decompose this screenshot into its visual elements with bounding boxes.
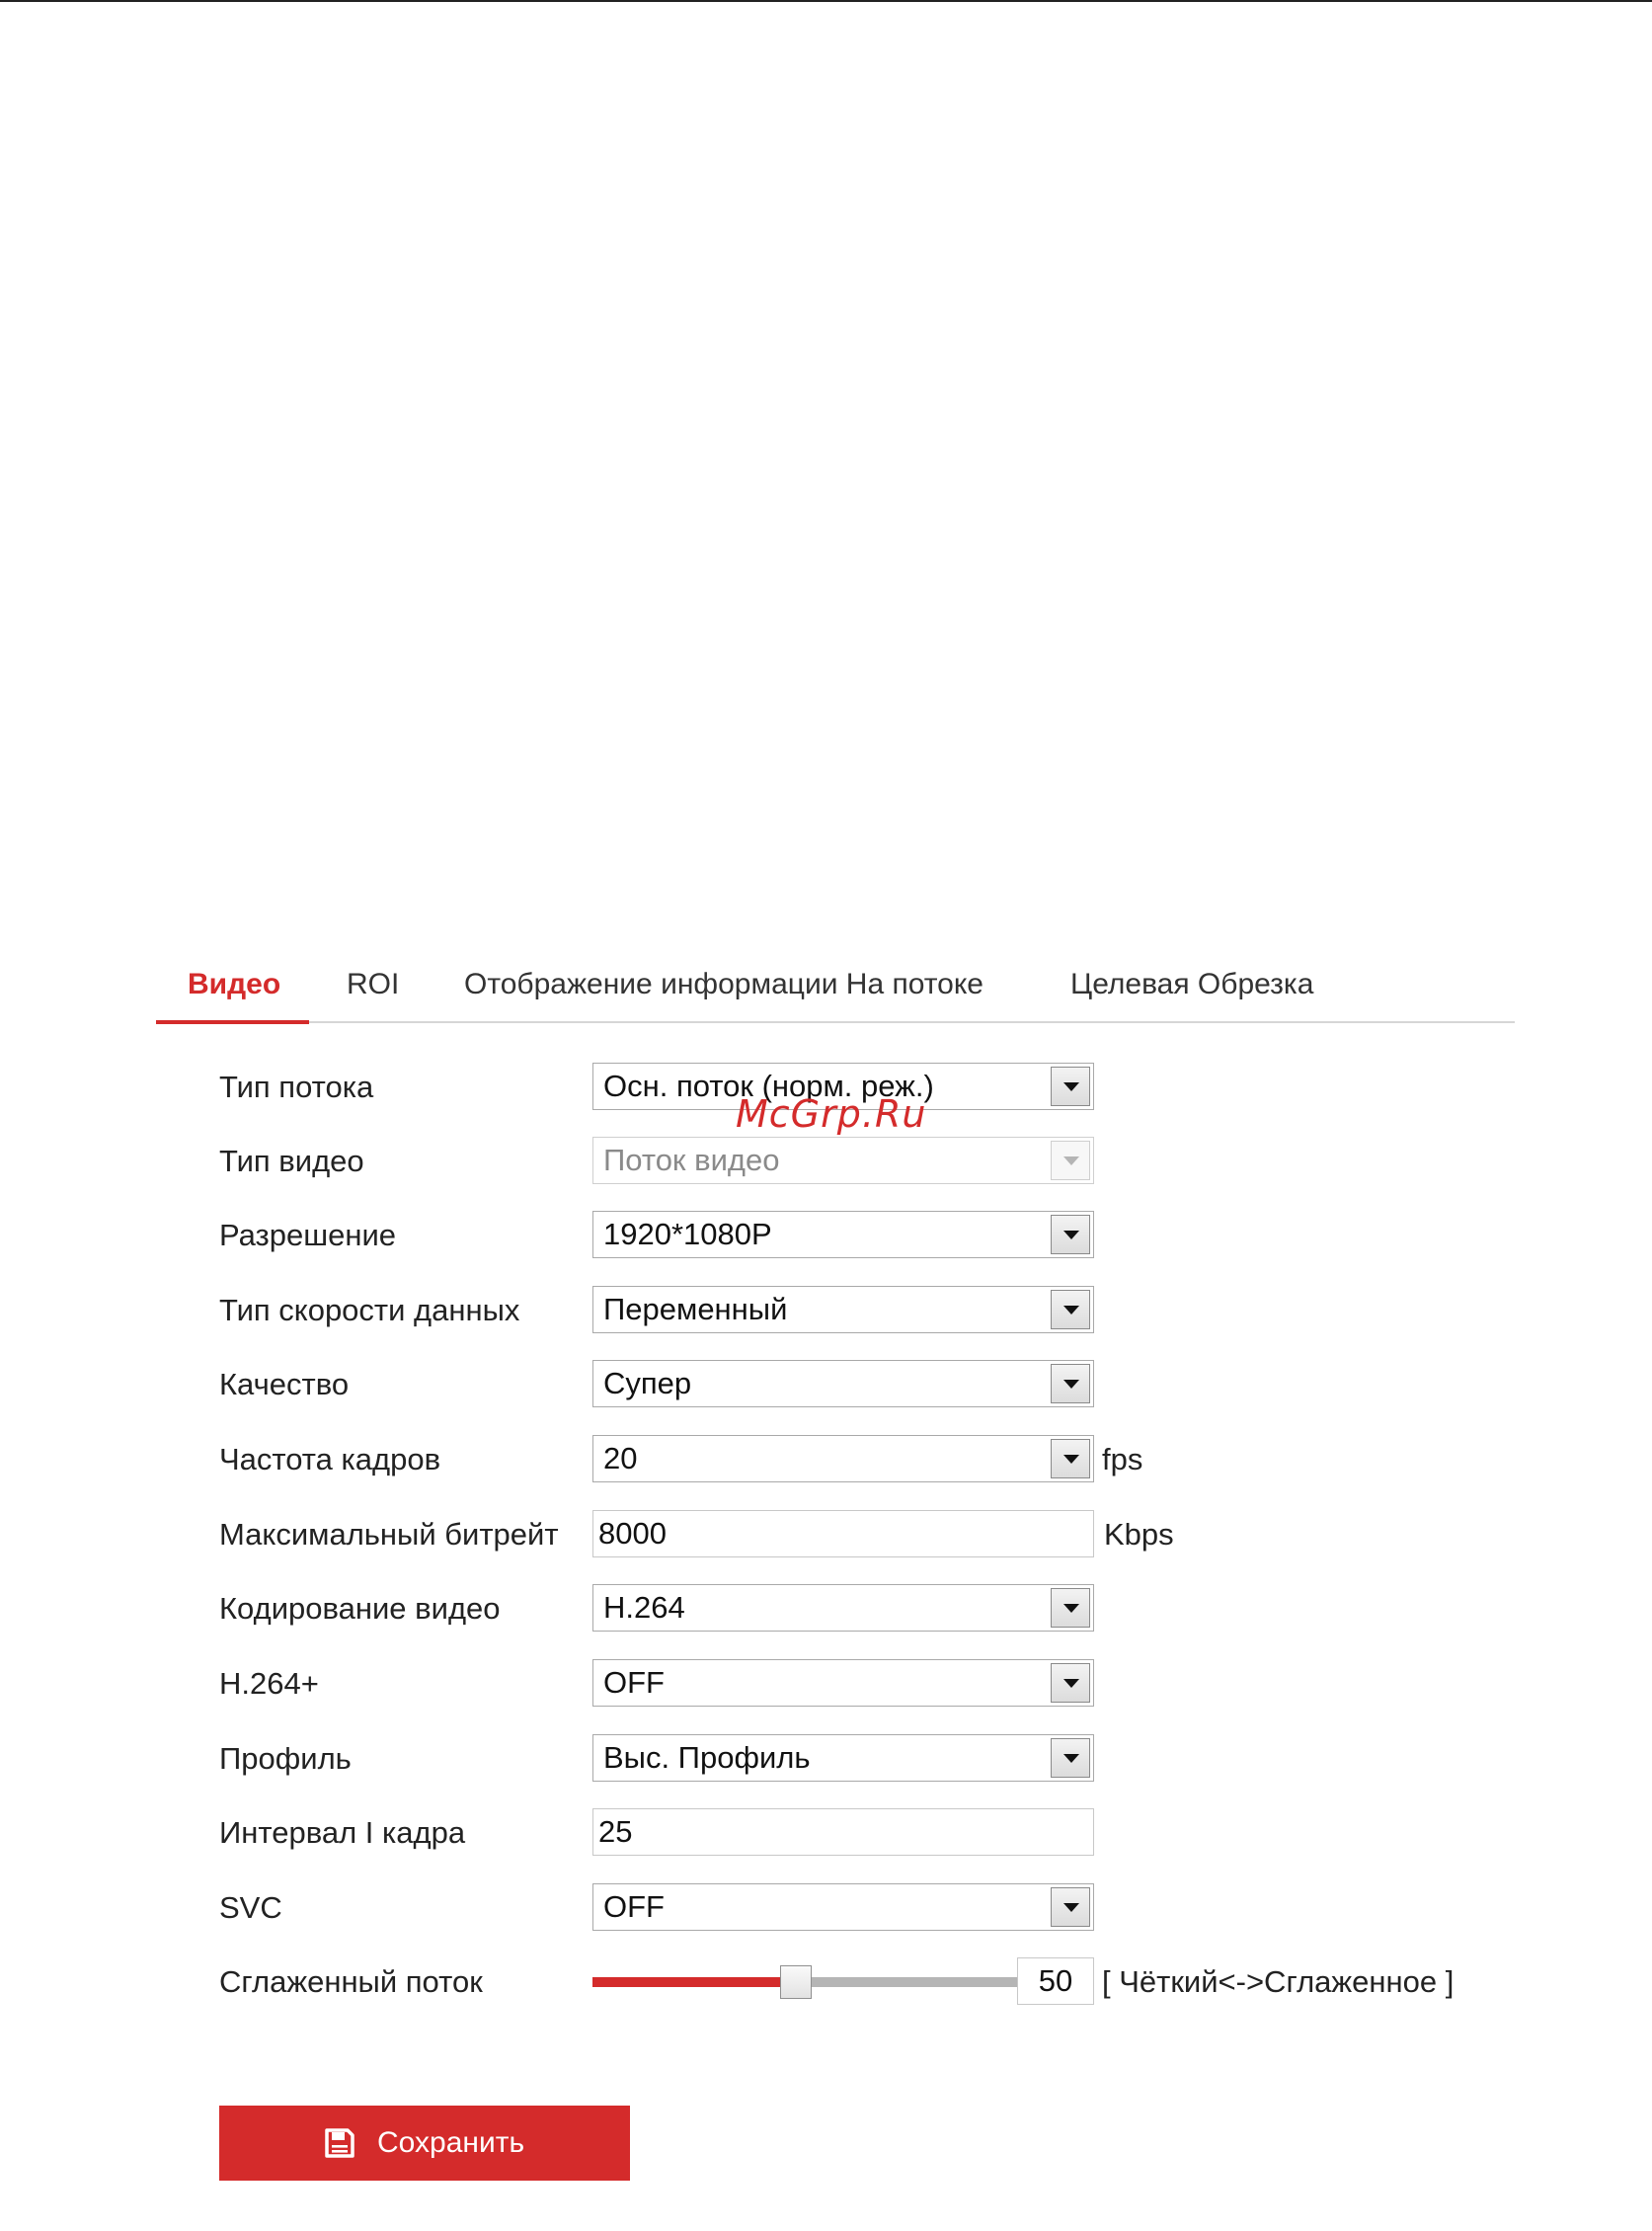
i-frame-interval-label: Интервал I кадра xyxy=(219,1815,466,1850)
bitrate-type-select[interactable] xyxy=(592,1286,1094,1333)
tab-target-cropping-label: Целевая Обрезка xyxy=(1070,968,1314,1000)
svc-select[interactable] xyxy=(592,1883,1094,1931)
tab-roi-label: ROI xyxy=(347,968,400,1000)
row-svc xyxy=(219,1883,1503,1933)
i-frame-interval-value: 25 xyxy=(598,1814,633,1849)
quality-select[interactable] xyxy=(592,1360,1094,1407)
bitrate-type-label: Тип скорости данных xyxy=(219,1293,520,1327)
svc-value: OFF xyxy=(603,1889,665,1924)
resolution-label: Разрешение xyxy=(219,1218,397,1252)
row-resolution xyxy=(219,1211,1503,1260)
tab-stream-info-label: Отображение информации На потоке xyxy=(464,968,983,1000)
tab-stream-info[interactable] xyxy=(464,948,983,1021)
chevron-down-icon[interactable] xyxy=(1051,1290,1090,1329)
video-type-select xyxy=(592,1137,1094,1184)
row-i-frame-interval xyxy=(219,1808,1503,1858)
max-bitrate-unit: Kbps xyxy=(1104,1517,1174,1552)
row-video-encoding xyxy=(219,1584,1503,1633)
chevron-down-icon[interactable] xyxy=(1051,1887,1090,1927)
watermark: McGrp.Ru xyxy=(736,1092,927,1136)
video-type-value: Поток видео xyxy=(603,1143,780,1177)
frame-rate-value: 20 xyxy=(603,1441,638,1475)
profile-select[interactable] xyxy=(592,1734,1094,1782)
smoothing-value-input[interactable]: 50 xyxy=(1017,1957,1094,2005)
video-encoding-label: Кодирование видео xyxy=(219,1591,501,1626)
chevron-down-icon xyxy=(1051,1141,1090,1180)
max-bitrate-input[interactable] xyxy=(592,1510,1094,1557)
active-tab-underline xyxy=(156,1020,309,1024)
top-rule xyxy=(0,0,1652,2)
video-encoding-value: H.264 xyxy=(603,1590,685,1625)
chevron-down-icon[interactable] xyxy=(1051,1067,1090,1106)
save-button[interactable] xyxy=(219,2106,630,2181)
row-max-bitrate xyxy=(219,1510,1503,1559)
row-bitrate-type xyxy=(219,1286,1503,1335)
resolution-value: 1920*1080P xyxy=(603,1217,772,1251)
smoothing-hint: [ Чёткий<->Сглаженное ] xyxy=(1102,1964,1455,1999)
chevron-down-icon[interactable] xyxy=(1051,1588,1090,1628)
profile-label: Профиль xyxy=(219,1741,352,1776)
save-button-label: Сохранить xyxy=(377,2126,525,2159)
h264plus-value: OFF xyxy=(603,1665,665,1700)
tab-video-label: Видео xyxy=(188,968,281,1000)
stream-type-label: Тип потока xyxy=(219,1070,374,1104)
resolution-select[interactable] xyxy=(592,1211,1094,1258)
frame-rate-label: Частота кадров xyxy=(219,1442,441,1476)
chevron-down-icon[interactable] xyxy=(1051,1738,1090,1778)
row-quality xyxy=(219,1360,1503,1409)
bitrate-type-value: Переменный xyxy=(603,1292,788,1326)
floppy-disk-icon xyxy=(324,2127,355,2159)
row-frame-rate xyxy=(219,1435,1503,1484)
video-encoding-select[interactable] xyxy=(592,1584,1094,1632)
row-profile xyxy=(219,1734,1503,1784)
max-bitrate-value: 8000 xyxy=(598,1516,667,1551)
smoothing-slider-handle[interactable] xyxy=(780,1965,812,1999)
profile-value: Выс. Профиль xyxy=(603,1740,811,1775)
h264plus-select[interactable] xyxy=(592,1659,1094,1707)
tab-roi[interactable] xyxy=(347,948,399,1021)
h264plus-label: H.264+ xyxy=(219,1666,319,1701)
chevron-down-icon[interactable] xyxy=(1051,1663,1090,1703)
smoothing-slider-track[interactable] xyxy=(790,1977,1029,1987)
smoothing-label: Сглаженный поток xyxy=(219,1964,483,1999)
row-video-type xyxy=(219,1137,1503,1186)
tab-video[interactable] xyxy=(188,948,280,1021)
frame-rate-unit: fps xyxy=(1102,1442,1143,1476)
i-frame-interval-input[interactable] xyxy=(592,1808,1094,1856)
row-smoothing xyxy=(219,1957,1503,2007)
stream-type-value: Осн. поток (норм. реж.) xyxy=(603,1069,934,1103)
svc-label: SVC xyxy=(219,1890,282,1925)
tab-target-cropping[interactable] xyxy=(1070,948,1313,1021)
frame-rate-select[interactable] xyxy=(592,1435,1094,1482)
video-type-label: Тип видео xyxy=(219,1144,364,1178)
tab-bar xyxy=(156,948,1515,1023)
smoothing-slider-filled[interactable] xyxy=(592,1977,790,1987)
max-bitrate-label: Максимальный битрейт xyxy=(219,1517,559,1552)
chevron-down-icon[interactable] xyxy=(1051,1215,1090,1254)
chevron-down-icon[interactable] xyxy=(1051,1439,1090,1478)
row-h264plus xyxy=(219,1659,1503,1709)
quality-label: Качество xyxy=(219,1367,350,1401)
chevron-down-icon[interactable] xyxy=(1051,1364,1090,1403)
quality-value: Супер xyxy=(603,1366,692,1400)
